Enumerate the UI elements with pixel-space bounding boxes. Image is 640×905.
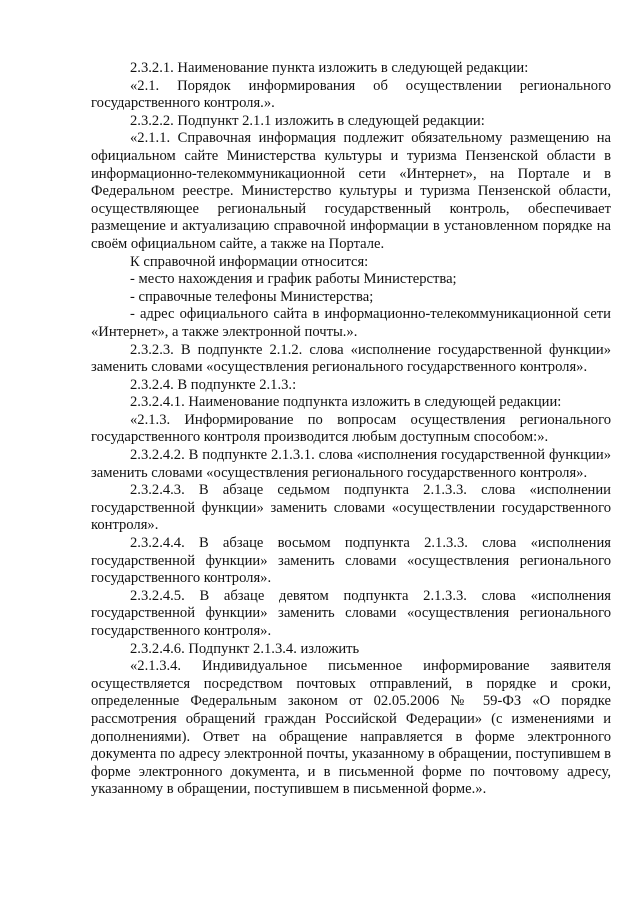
paragraph-quote-2-1-3: «2.1.3. Информирование по вопросам осуществления регионального государственного контроля производится любым доступным способом:». — [91, 411, 611, 446]
paragraph-quote-2-1: «2.1. Порядок информирования об осуществлении регионального государственного контроля.». — [91, 77, 611, 112]
list-item-phones: - справочные телефоны Министерства; — [130, 288, 374, 305]
paragraph-quote-2-1-3-4: «2.1.3.4. Индивидуальное письменное информирование заявителя осуществляется посредством почтовых отправлений, в порядке и сроки, определенные Федеральным законом от 02.05.2006 № 59-ФЗ «О порядке рассмотрения обращений граждан Российской Федерации» (с изменениями и дополнениями). Ответ на обращение направляется в форме электронного документа по адресу электронной почты, указанному в обращении, поступившем в форме электронного документа, и в письменной форме по почтовому адресу, указанному в обращении, поступившем в письменной форме.». — [91, 658, 611, 798]
paragraph-2-3-2-4-3: 2.3.2.4.3. В абзаце седьмом подпункта 2.1.3.3. слова «исполнении государственной функции» заменить словами «осуществлении государственного контроля». — [91, 482, 611, 534]
paragraph-2-3-2-4-4: 2.3.2.4.4. В абзаце восьмом подпункта 2.1.3.3. слова «исполнения государственной функции» заменить словами «осуществления регионального государственного контроля». — [91, 535, 611, 587]
document-body — [91, 60, 611, 799]
paragraph-2-3-2-3: 2.3.2.3. В подпункте 2.1.2. слова «исполнение государственной функции» заменить словами «осуществления регионального государственного контроля». — [91, 341, 611, 376]
list-item-location: - место нахождения и график работы Министерства; — [130, 271, 457, 288]
paragraph-reference-info-intro: К справочной информации относится: — [130, 253, 369, 270]
paragraph-quote-2-1-1: «2.1.1. Справочная информация подлежит обязательному размещению на официальном сайте Министерства культуры и туризма Пензенской области в информационно-телекоммуникационной сети «Интернет», на Портале и в Федеральном реестре. Министерство культуры и туризма Пензенской области, осуществляющее региональный государственный контроль, обеспечивает размещение и актуализацию справочной информации в установленном порядке на своём официальном сайте, а также на Портале. — [91, 130, 611, 252]
paragraph-2-3-2-4: 2.3.2.4. В подпункте 2.1.3.: — [130, 376, 297, 393]
paragraph-2-3-2-1: 2.3.2.1. Наименование пункта изложить в следующей редакции: — [130, 60, 529, 76]
paragraph-2-3-2-4-6: 2.3.2.4.6. Подпункт 2.1.3.4. изложить — [130, 640, 360, 657]
paragraph-2-3-2-4-5: 2.3.2.4.5. В абзаце девятом подпункта 2.1.3.3. слова «исполнения государственной функции» заменить словами «осуществления регионального государственного контроля». — [91, 587, 611, 639]
paragraph-2-3-2-2: 2.3.2.2. Подпункт 2.1.1 изложить в следующей редакции: — [130, 112, 485, 129]
paragraph-2-3-2-4-2: 2.3.2.4.2. В подпункте 2.1.3.1. слова «исполнения государственной функции» заменить словами «осуществления регионального государственного контроля». — [91, 447, 611, 481]
list-item-website: - адрес официального сайта в информационно-телекоммуникационной сети «Интернет», а также электронной почты.». — [91, 306, 611, 340]
paragraph-2-3-2-4-1: 2.3.2.4.1. Наименование подпункта изложить в следующей редакции: — [130, 394, 562, 411]
